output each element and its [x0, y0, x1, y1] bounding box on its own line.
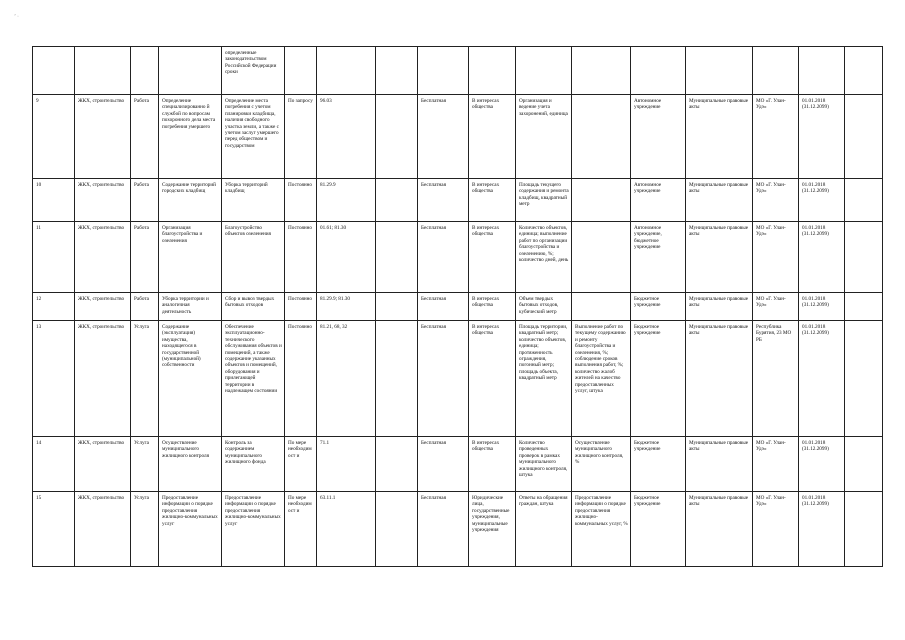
- notes: [845, 95, 883, 179]
- okved-code: 81.21, 68, 32: [317, 321, 376, 437]
- legal-acts: Муниципальные правовые акты: [686, 437, 753, 492]
- legal-acts: Муниципальные правовые акты: [686, 179, 753, 222]
- sphere: ЖКХ, строительство: [75, 179, 131, 222]
- table-row: [33, 222, 883, 293]
- founder: МО «Г. Улан-Удэ»: [753, 179, 799, 222]
- volume-indicator: Площадь территории, квадратный метр; количество объектов, единица; протяженность ограждения, погонный метр; площадь объекта, квадратный метр: [516, 321, 572, 437]
- periodicity: Постоянно: [285, 222, 317, 293]
- service-name: Предоставление информации о порядке предоставления жилищно-коммунальных услуг: [159, 492, 222, 567]
- row-number: 11: [33, 222, 75, 293]
- sphere: ЖКХ, строительство: [75, 321, 131, 437]
- quality-indicator: [572, 293, 631, 321]
- cell: [317, 47, 376, 95]
- kind: Услуга: [131, 492, 159, 567]
- founder: Республика Бурятия, 23 МО РБ: [753, 321, 799, 437]
- periodicity: По мере необходимост и: [285, 437, 317, 492]
- payment-type: Бесплатная: [418, 492, 469, 567]
- periodicity: По мере необходимост и: [285, 492, 317, 567]
- consumer: В интересах общества: [469, 222, 516, 293]
- cell: [75, 47, 131, 95]
- payment-type: Бесплатная: [418, 95, 469, 179]
- quality-indicator: Предоставление информации о порядке предоставления жилищно-коммунальных услуг, %: [572, 492, 631, 567]
- consumer: В интересах общества: [469, 179, 516, 222]
- kind: Работа: [131, 95, 159, 179]
- table-row: [33, 437, 883, 492]
- extra-column: [376, 293, 418, 321]
- cell: [376, 47, 418, 95]
- service-name: Организация благоустройства и озеленения: [159, 222, 222, 293]
- periodicity: Постоянно: [285, 321, 317, 437]
- okved-code: 81.29.9: [317, 179, 376, 222]
- cell: [516, 47, 572, 95]
- institution-type: Бюджетное учреждение: [631, 321, 686, 437]
- cell: [799, 47, 845, 95]
- service-name: Содержание территорий городских кладбищ: [159, 179, 222, 222]
- founder: МО «Г. Улан-Удэ»: [753, 293, 799, 321]
- prev-row-content-fragment: определенные законодательством Российской Федерации сроки: [222, 47, 285, 95]
- quality-indicator: [572, 95, 631, 179]
- payment-type: Бесплатная: [418, 321, 469, 437]
- extra-column: [376, 492, 418, 567]
- table-row: [33, 321, 883, 437]
- consumer: В интересах общества: [469, 321, 516, 437]
- extra-column: [376, 321, 418, 437]
- okved-code: 63.11.1: [317, 492, 376, 567]
- payment-type: Бесплатная: [418, 293, 469, 321]
- consumer: Юридические лица, государственные учреждения, муниципальные учреждения: [469, 492, 516, 567]
- cell: [572, 47, 631, 95]
- volume-indicator: Количество объектов, единица; выполнение работ по организации благоустройства и озеленению, %; количество дней, день: [516, 222, 572, 293]
- institution-type: Автономное учреждение: [631, 179, 686, 222]
- validity-date: 01.01.2018 (31.12.2099): [799, 222, 845, 293]
- row-number: 10: [33, 179, 75, 222]
- cell: [686, 47, 753, 95]
- row-number: 13: [33, 321, 75, 437]
- row-number: 14: [33, 437, 75, 492]
- cell: [131, 47, 159, 95]
- institution-type: Бюджетное учреждение: [631, 492, 686, 567]
- service-content: Контроль за содержанием муниципального жилищного фонда: [222, 437, 285, 492]
- founder: МО «Г. Улан-Удэ»: [753, 492, 799, 567]
- cell: [631, 47, 686, 95]
- scan-mark: ’ ·: [14, 14, 20, 20]
- periodicity: Постоянно: [285, 179, 317, 222]
- payment-type: Бесплатная: [418, 179, 469, 222]
- kind: Работа: [131, 293, 159, 321]
- payment-type: Бесплатная: [418, 437, 469, 492]
- institution-type: Автономное учреждение: [631, 95, 686, 179]
- sphere: ЖКХ, строительство: [75, 492, 131, 567]
- sphere: ЖКХ, строительство: [75, 95, 131, 179]
- volume-indicator: Организация и ведение учета захоронений, единица: [516, 95, 572, 179]
- okved-code: 01.61; 81.30: [317, 222, 376, 293]
- legal-acts: Муниципальные правовые акты: [686, 492, 753, 567]
- volume-indicator: Количество проведенных проверок в рамках муниципального жилищного контроля, штука: [516, 437, 572, 492]
- consumer: В интересах общества: [469, 95, 516, 179]
- sphere: ЖКХ, строительство: [75, 293, 131, 321]
- institution-type: Бюджетное учреждение: [631, 293, 686, 321]
- kind: Работа: [131, 222, 159, 293]
- service-content: Обеспечение эксплуатационно-технического обслуживания объектов и помещений, а также содержание указанных объектов и помещений, оборудования и прилегающей территории в надлежащем состоянии: [222, 321, 285, 437]
- registry-table: [32, 46, 883, 567]
- payment-type: Бесплатная: [418, 222, 469, 293]
- cell: [159, 47, 222, 95]
- notes: [845, 179, 883, 222]
- extra-column: [376, 179, 418, 222]
- validity-date: 01.01.2018 (31.12.2099): [799, 179, 845, 222]
- service-name: Содержание (эксплуатация) имущества, находящегося в государственной (муниципальной) собственности: [159, 321, 222, 437]
- quality-indicator: Выполнение работ по текущему содержанию и ремонту благоустройства и озеленения, %; соблюдение сроков выполнения работ, %; количество жалоб жителей на качество предоставленных услуг, штука: [572, 321, 631, 437]
- notes: [845, 321, 883, 437]
- consumer: В интересах общества: [469, 437, 516, 492]
- service-content: Определение места погребения с учетом планировки кладбища, наличия свободного участка земли, а также с учетом заслуг умершего перед обществом и государством: [222, 95, 285, 179]
- validity-date: 01.01.2018 (31.12.2099): [799, 95, 845, 179]
- okved-code: 71.1: [317, 437, 376, 492]
- founder: МО «Г. Улан-Удэ»: [753, 95, 799, 179]
- volume-indicator: Ответы на обращения граждан, штука: [516, 492, 572, 567]
- service-name: Осуществление муниципального жилищного контроля: [159, 437, 222, 492]
- notes: [845, 437, 883, 492]
- quality-indicator: [572, 179, 631, 222]
- service-content: Сбор и вывоз твердых бытовых отходов: [222, 293, 285, 321]
- service-content: Уборка территорий кладбищ: [222, 179, 285, 222]
- legal-acts: Муниципальные правовые акты: [686, 321, 753, 437]
- consumer: В интересах общества: [469, 293, 516, 321]
- institution-type: Бюджетное учреждение: [631, 437, 686, 492]
- notes: [845, 492, 883, 567]
- row-number: 12: [33, 293, 75, 321]
- sphere: ЖКХ, строительство: [75, 222, 131, 293]
- table-row-continuation: [33, 47, 883, 95]
- quality-indicator: Осуществление муниципального жилищного контроля, %: [572, 437, 631, 492]
- cell: [469, 47, 516, 95]
- quality-indicator: [572, 222, 631, 293]
- service-name: Определение специализированно й службой по вопросам похоронного дела места погребения умершего: [159, 95, 222, 179]
- row-number: 9: [33, 95, 75, 179]
- validity-date: 01.01.2018 (31.12.2099): [799, 437, 845, 492]
- cell: [33, 47, 75, 95]
- cell: [285, 47, 317, 95]
- kind: Услуга: [131, 321, 159, 437]
- sphere: ЖКХ, строительство: [75, 437, 131, 492]
- table-row: [33, 95, 883, 179]
- service-name: Уборка территории и аналогичная деятельность: [159, 293, 222, 321]
- cell: [845, 47, 883, 95]
- kind: Работа: [131, 179, 159, 222]
- volume-indicator: Объем твердых бытовых отходов, кубический метр: [516, 293, 572, 321]
- periodicity: По запросу: [285, 95, 317, 179]
- validity-date: 01.01.2018 (31.12.2099): [799, 492, 845, 567]
- table-row: [33, 179, 883, 222]
- founder: МО «Г. Улан-Удэ»: [753, 437, 799, 492]
- founder: МО «Г. Улан-Удэ»: [753, 222, 799, 293]
- kind: Услуга: [131, 437, 159, 492]
- table-row: [33, 293, 883, 321]
- legal-acts: Муниципальные правовые акты: [686, 222, 753, 293]
- cell: [753, 47, 799, 95]
- institution-type: Автономное учреждение, бюджетное учреждение: [631, 222, 686, 293]
- periodicity: Постоянно: [285, 293, 317, 321]
- okved-code: 96.03: [317, 95, 376, 179]
- table-row: [33, 492, 883, 567]
- volume-indicator: Площадь текущего содержания и ремонта кладбищ, квадратный метр: [516, 179, 572, 222]
- legal-acts: Муниципальные правовые акты: [686, 293, 753, 321]
- validity-date: 01.01.2018 (31.12.2099): [799, 293, 845, 321]
- row-number: 15: [33, 492, 75, 567]
- extra-column: [376, 222, 418, 293]
- validity-date: 01.01.2018 (31.12.2099): [799, 321, 845, 437]
- extra-column: [376, 437, 418, 492]
- notes: [845, 222, 883, 293]
- extra-column: [376, 95, 418, 179]
- cell: [418, 47, 469, 95]
- notes: [845, 293, 883, 321]
- service-content: Благоустройство объектов озеленения: [222, 222, 285, 293]
- legal-acts: Муниципальные правовые акты: [686, 95, 753, 179]
- service-content: Предоставление информации о порядке предоставления жилищно-коммунальных услуг: [222, 492, 285, 567]
- okved-code: 81.29.9; 81.30: [317, 293, 376, 321]
